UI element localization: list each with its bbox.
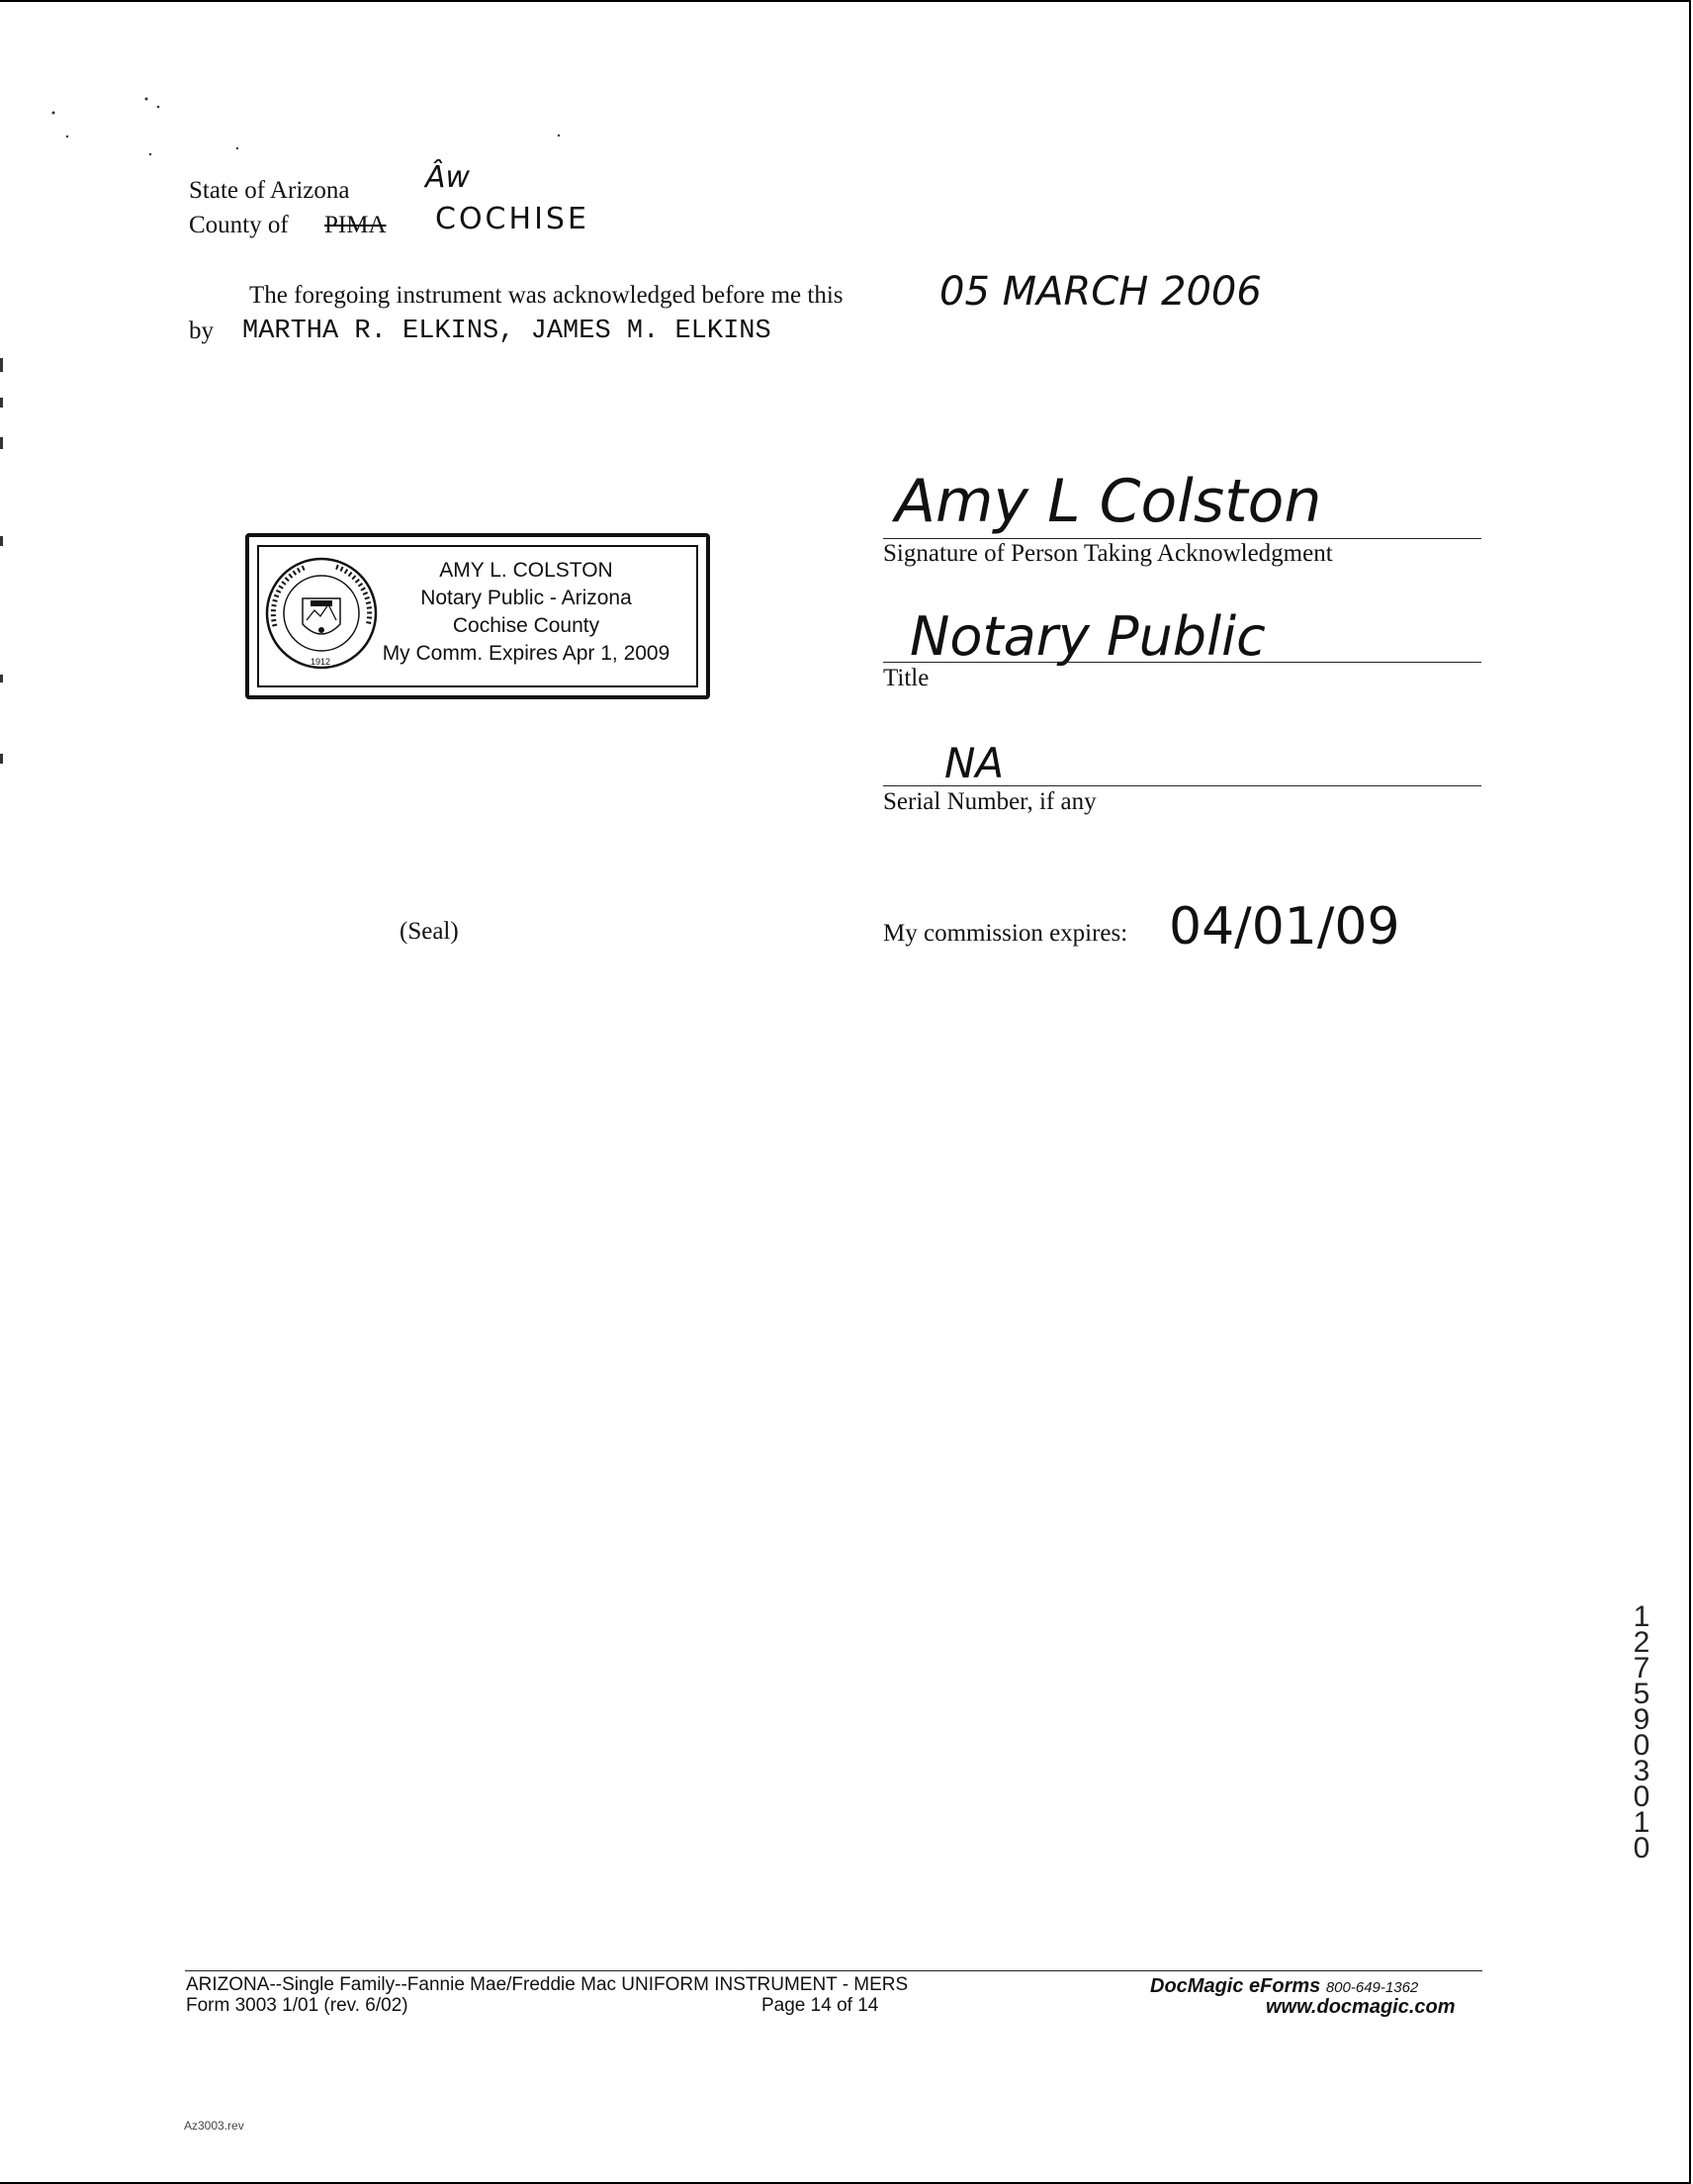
notary-signature: Amy L Colston — [895, 467, 1322, 536]
acknowledging-parties: MARTHA R. ELKINS, JAMES M. ELKINS — [242, 317, 771, 346]
notary-stamp-text — [368, 557, 684, 668]
county-label: County of — [189, 212, 289, 238]
serial-number-handwritten: NA — [944, 739, 1005, 787]
footer-form-title: ARIZONA--Single Family--Fannie Mae/Freddie Mac UNIFORM INSTRUMENT - MERS — [186, 1974, 909, 1995]
seal-label: (Seal) — [400, 918, 459, 945]
scan-speckles — [40, 91, 593, 170]
county-handwritten-value: COCHISE — [435, 202, 589, 236]
county-struck-value: PIMA — [324, 212, 387, 238]
serial-line — [883, 785, 1481, 786]
side-document-number: 12759 03010 — [1633, 1600, 1650, 1865]
footer-page-number: Page 14 of 14 — [761, 1995, 879, 2016]
commission-date-handwritten: 04/01/09 — [1169, 897, 1400, 956]
notary-title-handwritten: Notary Public — [910, 605, 1266, 668]
notary-stamp — [245, 533, 710, 699]
signature-line — [883, 538, 1481, 539]
notary-county: Cochise County — [452, 614, 600, 637]
margin-scan-marks — [0, 358, 6, 774]
title-line — [883, 662, 1481, 663]
docmagic-brand-name: DocMagic — [1150, 1975, 1244, 1997]
seal-year: 1912 — [311, 657, 331, 667]
docmagic-website: www.docmagic.com — [1266, 1996, 1456, 2018]
acknowledgment-date-handwritten: 05 MARCH 2006 — [939, 269, 1262, 315]
title-caption: Title — [883, 665, 930, 691]
corner-form-code: Az3003.rev — [184, 2119, 244, 2133]
footer-form-number: Form 3003 1/01 (rev. 6/02) — [186, 1995, 408, 2016]
by-label: by — [189, 318, 214, 344]
commission-label: My commission expires: — [883, 920, 1128, 947]
notary-name: AMY L. COLSTON — [439, 559, 613, 582]
acknowledgment-sentence: The foregoing instrument was acknowledged before me this — [249, 282, 844, 309]
footer-rule — [185, 1970, 1482, 1971]
arizona-state-seal-icon — [263, 555, 380, 672]
eforms-logo-text: eForms — [1249, 1975, 1321, 1997]
state-label: State of Arizona — [189, 177, 350, 204]
state-handwritten-mark: Âw — [425, 160, 471, 195]
notary-commission-state: Notary Public - Arizona — [420, 587, 632, 609]
serial-caption: Serial Number, if any — [883, 788, 1097, 815]
footer-brand — [1150, 1975, 1418, 1998]
notary-expiration: My Comm. Expires Apr 1, 2009 — [382, 642, 670, 665]
signature-caption: Signature of Person Taking Acknowledgment — [883, 540, 1333, 567]
docmagic-phone: 800-649-1362 — [1325, 1979, 1419, 1996]
